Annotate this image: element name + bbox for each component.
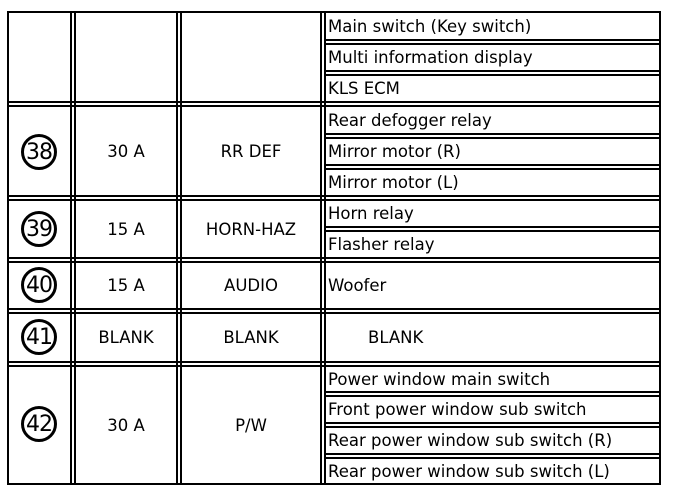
circuit-cell: Rear defogger relay: [328, 110, 492, 130]
fuse-table: [7, 11, 661, 485]
circuit-divider: [324, 422, 661, 424]
circuit-cell: Front power window sub switch: [328, 400, 587, 419]
circuit-cell: Rear power window sub switch (R): [328, 431, 613, 450]
row-divider: [7, 257, 661, 259]
circuit-cell: BLANK: [368, 328, 424, 347]
circuit-cell: Multi information display: [328, 48, 533, 67]
circuit-divider: [324, 226, 661, 228]
fuse-number-badge: 40: [21, 267, 57, 303]
fuse-number-badge: 38: [21, 134, 57, 170]
column-divider: [324, 11, 326, 485]
table-border-left: [7, 11, 9, 485]
column-divider: [176, 11, 178, 485]
table-border-bottom: [7, 483, 661, 485]
amperage-cell: 30 A: [107, 141, 145, 161]
circuit-cell: Mirror motor (R): [328, 142, 461, 161]
circuit-cell: Rear power window sub switch (L): [328, 461, 610, 481]
column-divider: [320, 11, 322, 485]
fuse-number-badge: 39: [21, 211, 57, 247]
circuit-cell: Horn relay: [328, 204, 414, 223]
fuse-name-cell: AUDIO: [224, 276, 278, 295]
circuit-divider: [324, 70, 661, 72]
circuit-divider: [324, 391, 661, 393]
amperage-cell: BLANK: [98, 328, 154, 347]
circuit-divider: [324, 133, 661, 135]
circuit-cell: Main switch (Key switch): [328, 16, 532, 36]
fuse-name-cell: P/W: [235, 415, 267, 435]
circuit-cell: Power window main switch: [328, 369, 551, 389]
circuit-cell: Mirror motor (L): [328, 173, 459, 192]
fuse-name-cell: HORN-HAZ: [205, 219, 297, 239]
table-border-right: [659, 11, 661, 485]
fuse-name-cell: RR DEF: [220, 141, 282, 161]
circuit-cell: Flasher relay: [328, 235, 435, 254]
row-divider: [7, 361, 661, 363]
fuse-number-badge: 42: [21, 406, 57, 442]
circuit-cell: KLS ECM: [328, 79, 400, 98]
amperage-cell: 30 A: [107, 415, 145, 435]
row-divider: [7, 101, 661, 103]
fuse-name-cell: BLANK: [223, 328, 279, 347]
row-divider: [7, 195, 661, 197]
circuit-divider: [324, 39, 661, 41]
amperage-cell: 15 A: [107, 276, 145, 295]
row-divider: [7, 308, 661, 310]
circuit-divider: [324, 453, 661, 455]
circuit-cell: Woofer: [328, 276, 387, 295]
fuse-number-badge: 41: [21, 319, 57, 355]
circuit-divider: [324, 164, 661, 166]
amperage-cell: 15 A: [107, 219, 145, 239]
column-divider: [70, 11, 72, 485]
